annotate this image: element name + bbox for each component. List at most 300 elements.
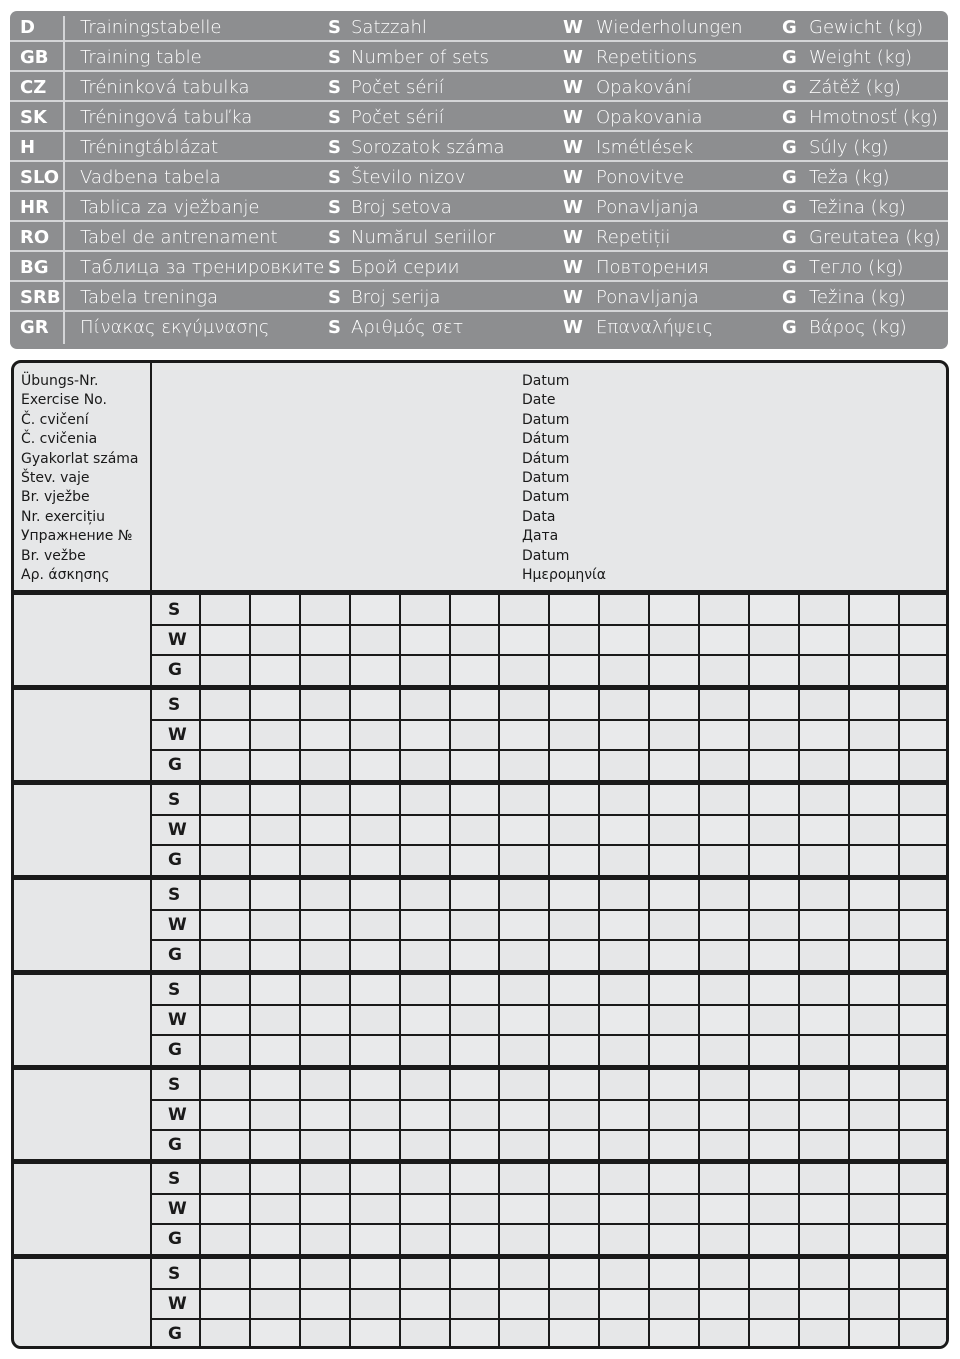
entry-cell[interactable] bbox=[849, 880, 899, 910]
entry-cell[interactable] bbox=[599, 910, 649, 940]
entry-cell[interactable] bbox=[949, 845, 950, 875]
entry-cell[interactable] bbox=[300, 1194, 350, 1224]
entry-cell[interactable] bbox=[949, 595, 950, 625]
entry-cell[interactable] bbox=[200, 1224, 250, 1254]
entry-cell[interactable] bbox=[699, 1100, 749, 1130]
entry-cell[interactable] bbox=[899, 815, 949, 845]
entry-cell[interactable] bbox=[949, 1100, 950, 1130]
entry-cell[interactable] bbox=[200, 910, 250, 940]
entry-cell[interactable] bbox=[599, 1130, 649, 1160]
entry-cell[interactable] bbox=[599, 655, 649, 685]
entry-cell[interactable] bbox=[849, 1259, 899, 1289]
entry-cell[interactable] bbox=[499, 910, 549, 940]
entry-cell[interactable] bbox=[200, 1319, 250, 1349]
entry-cell[interactable] bbox=[899, 1289, 949, 1319]
entry-cell[interactable] bbox=[799, 690, 849, 720]
entry-cell[interactable] bbox=[400, 595, 450, 625]
entry-cell[interactable] bbox=[400, 1259, 450, 1289]
entry-cell[interactable] bbox=[599, 720, 649, 750]
entry-cell[interactable] bbox=[949, 1224, 950, 1254]
entry-cell[interactable] bbox=[899, 1319, 949, 1349]
entry-cell[interactable] bbox=[350, 720, 400, 750]
entry-cell[interactable] bbox=[549, 1005, 599, 1035]
entry-cell[interactable] bbox=[499, 1194, 549, 1224]
entry-cell[interactable] bbox=[799, 1224, 849, 1254]
entry-cell[interactable] bbox=[450, 975, 500, 1005]
entry-cell[interactable] bbox=[749, 750, 799, 780]
entry-cell[interactable] bbox=[899, 785, 949, 815]
entry-cell[interactable] bbox=[350, 940, 400, 970]
entry-cell[interactable] bbox=[300, 1319, 350, 1349]
entry-cell[interactable] bbox=[400, 1070, 450, 1100]
entry-cell[interactable] bbox=[799, 1194, 849, 1224]
entry-cell[interactable] bbox=[499, 1130, 549, 1160]
entry-cell[interactable] bbox=[749, 785, 799, 815]
entry-cell[interactable] bbox=[450, 655, 500, 685]
entry-cell[interactable] bbox=[250, 655, 300, 685]
entry-cell[interactable] bbox=[350, 655, 400, 685]
entry-cell[interactable] bbox=[699, 910, 749, 940]
entry-cell[interactable] bbox=[499, 690, 549, 720]
entry-cell[interactable] bbox=[699, 595, 749, 625]
entry-cell[interactable] bbox=[749, 1130, 799, 1160]
entry-cell[interactable] bbox=[699, 750, 749, 780]
entry-cell[interactable] bbox=[799, 910, 849, 940]
entry-cell[interactable] bbox=[200, 655, 250, 685]
entry-cell[interactable] bbox=[499, 1289, 549, 1319]
entry-cell[interactable] bbox=[499, 1035, 549, 1065]
entry-cell[interactable] bbox=[849, 750, 899, 780]
entry-cell[interactable] bbox=[799, 1100, 849, 1130]
entry-cell[interactable] bbox=[649, 845, 699, 875]
entry-cell[interactable] bbox=[949, 625, 950, 655]
entry-cell[interactable] bbox=[200, 1164, 250, 1194]
entry-cell[interactable] bbox=[849, 1224, 899, 1254]
entry-cell[interactable] bbox=[450, 720, 500, 750]
entry-cell[interactable] bbox=[749, 1070, 799, 1100]
entry-cell[interactable] bbox=[549, 1289, 599, 1319]
entry-cell[interactable] bbox=[350, 845, 400, 875]
entry-cell[interactable] bbox=[799, 1070, 849, 1100]
entry-cell[interactable] bbox=[799, 655, 849, 685]
entry-cell[interactable] bbox=[899, 1100, 949, 1130]
entry-cell[interactable] bbox=[250, 845, 300, 875]
entry-cell[interactable] bbox=[649, 655, 699, 685]
entry-cell[interactable] bbox=[749, 880, 799, 910]
entry-cell[interactable] bbox=[499, 940, 549, 970]
entry-cell[interactable] bbox=[899, 595, 949, 625]
entry-cell[interactable] bbox=[400, 1194, 450, 1224]
entry-cell[interactable] bbox=[749, 940, 799, 970]
entry-cell[interactable] bbox=[350, 975, 400, 1005]
entry-cell[interactable] bbox=[749, 1259, 799, 1289]
entry-cell[interactable] bbox=[849, 595, 899, 625]
entry-cell[interactable] bbox=[450, 785, 500, 815]
entry-cell[interactable] bbox=[599, 1319, 649, 1349]
entry-cell[interactable] bbox=[200, 975, 250, 1005]
entry-cell[interactable] bbox=[849, 815, 899, 845]
entry-cell[interactable] bbox=[350, 815, 400, 845]
entry-cell[interactable] bbox=[649, 815, 699, 845]
entry-cell[interactable] bbox=[799, 1005, 849, 1035]
entry-cell[interactable] bbox=[250, 1005, 300, 1035]
entry-cell[interactable] bbox=[549, 815, 599, 845]
entry-cell[interactable] bbox=[400, 975, 450, 1005]
entry-cell[interactable] bbox=[699, 625, 749, 655]
entry-cell[interactable] bbox=[849, 690, 899, 720]
entry-cell[interactable] bbox=[899, 655, 949, 685]
entry-cell[interactable] bbox=[599, 1289, 649, 1319]
entry-cell[interactable] bbox=[400, 1005, 450, 1035]
entry-cell[interactable] bbox=[350, 750, 400, 780]
entry-cell[interactable] bbox=[649, 880, 699, 910]
entry-cell[interactable] bbox=[649, 1005, 699, 1035]
entry-cell[interactable] bbox=[250, 815, 300, 845]
entry-cell[interactable] bbox=[849, 1130, 899, 1160]
entry-cell[interactable] bbox=[749, 815, 799, 845]
entry-cell[interactable] bbox=[250, 1164, 300, 1194]
entry-cell[interactable] bbox=[450, 815, 500, 845]
entry-cell[interactable] bbox=[350, 910, 400, 940]
entry-cell[interactable] bbox=[450, 625, 500, 655]
entry-cell[interactable] bbox=[749, 720, 799, 750]
entry-cell[interactable] bbox=[899, 1259, 949, 1289]
entry-cell[interactable] bbox=[599, 1259, 649, 1289]
entry-cell[interactable] bbox=[949, 975, 950, 1005]
entry-cell[interactable] bbox=[250, 1194, 300, 1224]
entry-cell[interactable] bbox=[300, 625, 350, 655]
entry-cell[interactable] bbox=[549, 1035, 599, 1065]
entry-cell[interactable] bbox=[899, 1070, 949, 1100]
entry-cell[interactable] bbox=[799, 750, 849, 780]
entry-cell[interactable] bbox=[499, 845, 549, 875]
entry-cell[interactable] bbox=[949, 1194, 950, 1224]
entry-cell[interactable] bbox=[849, 655, 899, 685]
entry-cell[interactable] bbox=[949, 1005, 950, 1035]
entry-cell[interactable] bbox=[350, 1319, 400, 1349]
entry-cell[interactable] bbox=[599, 975, 649, 1005]
entry-cell[interactable] bbox=[649, 1319, 699, 1349]
entry-cell[interactable] bbox=[300, 1070, 350, 1100]
entry-cell[interactable] bbox=[799, 1035, 849, 1065]
entry-cell[interactable] bbox=[400, 690, 450, 720]
entry-cell[interactable] bbox=[549, 1130, 599, 1160]
entry-cell[interactable] bbox=[300, 750, 350, 780]
entry-cell[interactable] bbox=[899, 1005, 949, 1035]
entry-cell[interactable] bbox=[549, 625, 599, 655]
entry-cell[interactable] bbox=[250, 1224, 300, 1254]
entry-cell[interactable] bbox=[599, 595, 649, 625]
entry-cell[interactable] bbox=[649, 785, 699, 815]
entry-cell[interactable] bbox=[250, 720, 300, 750]
entry-cell[interactable] bbox=[450, 1100, 500, 1130]
entry-cell[interactable] bbox=[300, 1130, 350, 1160]
entry-cell[interactable] bbox=[749, 1194, 799, 1224]
entry-cell[interactable] bbox=[200, 940, 250, 970]
entry-cell[interactable] bbox=[450, 1319, 500, 1349]
entry-cell[interactable] bbox=[350, 880, 400, 910]
entry-cell[interactable] bbox=[250, 1070, 300, 1100]
entry-cell[interactable] bbox=[749, 1319, 799, 1349]
entry-cell[interactable] bbox=[250, 940, 300, 970]
entry-cell[interactable] bbox=[549, 910, 599, 940]
entry-cell[interactable] bbox=[749, 1100, 799, 1130]
entry-cell[interactable] bbox=[949, 1130, 950, 1160]
entry-cell[interactable] bbox=[799, 975, 849, 1005]
entry-cell[interactable] bbox=[849, 975, 899, 1005]
entry-cell[interactable] bbox=[699, 1130, 749, 1160]
entry-cell[interactable] bbox=[200, 1259, 250, 1289]
entry-cell[interactable] bbox=[300, 595, 350, 625]
entry-cell[interactable] bbox=[949, 1035, 950, 1065]
entry-cell[interactable] bbox=[250, 1100, 300, 1130]
entry-cell[interactable] bbox=[400, 750, 450, 780]
entry-cell[interactable] bbox=[400, 1289, 450, 1319]
entry-cell[interactable] bbox=[749, 1289, 799, 1319]
entry-cell[interactable] bbox=[749, 910, 799, 940]
entry-cell[interactable] bbox=[499, 1224, 549, 1254]
entry-cell[interactable] bbox=[200, 785, 250, 815]
entry-cell[interactable] bbox=[549, 1070, 599, 1100]
entry-cell[interactable] bbox=[300, 1100, 350, 1130]
entry-cell[interactable] bbox=[799, 720, 849, 750]
entry-cell[interactable] bbox=[549, 975, 599, 1005]
entry-cell[interactable] bbox=[649, 1164, 699, 1194]
entry-cell[interactable] bbox=[300, 785, 350, 815]
entry-cell[interactable] bbox=[499, 975, 549, 1005]
entry-cell[interactable] bbox=[499, 815, 549, 845]
entry-cell[interactable] bbox=[400, 1130, 450, 1160]
entry-cell[interactable] bbox=[400, 625, 450, 655]
exercise-number-cell[interactable] bbox=[16, 1070, 150, 1160]
entry-cell[interactable] bbox=[849, 910, 899, 940]
entry-cell[interactable] bbox=[599, 1164, 649, 1194]
entry-cell[interactable] bbox=[699, 940, 749, 970]
entry-cell[interactable] bbox=[899, 845, 949, 875]
entry-cell[interactable] bbox=[499, 1100, 549, 1130]
entry-cell[interactable] bbox=[350, 785, 400, 815]
entry-cell[interactable] bbox=[350, 1224, 400, 1254]
entry-cell[interactable] bbox=[699, 1319, 749, 1349]
exercise-number-cell[interactable] bbox=[16, 1164, 150, 1254]
entry-cell[interactable] bbox=[499, 1164, 549, 1194]
entry-cell[interactable] bbox=[499, 1070, 549, 1100]
entry-cell[interactable] bbox=[899, 690, 949, 720]
entry-cell[interactable] bbox=[849, 1319, 899, 1349]
entry-cell[interactable] bbox=[400, 1100, 450, 1130]
entry-cell[interactable] bbox=[749, 690, 799, 720]
entry-cell[interactable] bbox=[450, 595, 500, 625]
entry-cell[interactable] bbox=[649, 1130, 699, 1160]
entry-cell[interactable] bbox=[300, 815, 350, 845]
entry-cell[interactable] bbox=[350, 1259, 400, 1289]
entry-cell[interactable] bbox=[450, 845, 500, 875]
entry-cell[interactable] bbox=[699, 720, 749, 750]
entry-cell[interactable] bbox=[699, 1164, 749, 1194]
entry-cell[interactable] bbox=[749, 975, 799, 1005]
entry-cell[interactable] bbox=[499, 1319, 549, 1349]
entry-cell[interactable] bbox=[649, 1224, 699, 1254]
entry-cell[interactable] bbox=[749, 1005, 799, 1035]
entry-cell[interactable] bbox=[749, 625, 799, 655]
entry-cell[interactable] bbox=[599, 690, 649, 720]
entry-cell[interactable] bbox=[450, 1224, 500, 1254]
entry-cell[interactable] bbox=[350, 1130, 400, 1160]
entry-cell[interactable] bbox=[799, 880, 849, 910]
entry-cell[interactable] bbox=[699, 1005, 749, 1035]
entry-cell[interactable] bbox=[300, 880, 350, 910]
entry-cell[interactable] bbox=[899, 1194, 949, 1224]
entry-cell[interactable] bbox=[749, 1224, 799, 1254]
entry-cell[interactable] bbox=[250, 690, 300, 720]
entry-cell[interactable] bbox=[250, 1259, 300, 1289]
entry-cell[interactable] bbox=[599, 1035, 649, 1065]
entry-cell[interactable] bbox=[949, 940, 950, 970]
entry-cell[interactable] bbox=[350, 1100, 400, 1130]
entry-cell[interactable] bbox=[200, 750, 250, 780]
entry-cell[interactable] bbox=[699, 845, 749, 875]
entry-cell[interactable] bbox=[799, 1130, 849, 1160]
entry-cell[interactable] bbox=[949, 785, 950, 815]
entry-cell[interactable] bbox=[200, 1070, 250, 1100]
entry-cell[interactable] bbox=[400, 815, 450, 845]
entry-cell[interactable] bbox=[400, 1035, 450, 1065]
entry-cell[interactable] bbox=[549, 845, 599, 875]
entry-cell[interactable] bbox=[599, 1224, 649, 1254]
entry-cell[interactable] bbox=[749, 1164, 799, 1194]
entry-cell[interactable] bbox=[799, 815, 849, 845]
entry-cell[interactable] bbox=[849, 720, 899, 750]
entry-cell[interactable] bbox=[899, 750, 949, 780]
entry-cell[interactable] bbox=[599, 845, 649, 875]
entry-cell[interactable] bbox=[400, 880, 450, 910]
entry-cell[interactable] bbox=[549, 940, 599, 970]
entry-cell[interactable] bbox=[599, 880, 649, 910]
entry-cell[interactable] bbox=[300, 1035, 350, 1065]
entry-cell[interactable] bbox=[949, 1259, 950, 1289]
entry-cell[interactable] bbox=[450, 1289, 500, 1319]
entry-cell[interactable] bbox=[649, 1100, 699, 1130]
entry-cell[interactable] bbox=[200, 720, 250, 750]
entry-cell[interactable] bbox=[799, 785, 849, 815]
entry-cell[interactable] bbox=[549, 595, 599, 625]
entry-cell[interactable] bbox=[599, 815, 649, 845]
entry-cell[interactable] bbox=[899, 720, 949, 750]
entry-cell[interactable] bbox=[699, 1259, 749, 1289]
entry-cell[interactable] bbox=[450, 940, 500, 970]
entry-cell[interactable] bbox=[250, 1319, 300, 1349]
entry-cell[interactable] bbox=[699, 1224, 749, 1254]
entry-cell[interactable] bbox=[450, 1130, 500, 1160]
entry-cell[interactable] bbox=[949, 720, 950, 750]
entry-cell[interactable] bbox=[350, 1194, 400, 1224]
entry-cell[interactable] bbox=[450, 880, 500, 910]
entry-cell[interactable] bbox=[200, 845, 250, 875]
exercise-number-cell[interactable] bbox=[16, 595, 150, 685]
entry-cell[interactable] bbox=[549, 720, 599, 750]
entry-cell[interactable] bbox=[549, 1319, 599, 1349]
entry-cell[interactable] bbox=[849, 1005, 899, 1035]
entry-cell[interactable] bbox=[599, 1005, 649, 1035]
entry-cell[interactable] bbox=[300, 655, 350, 685]
entry-cell[interactable] bbox=[499, 785, 549, 815]
entry-cell[interactable] bbox=[300, 1164, 350, 1194]
entry-cell[interactable] bbox=[350, 1070, 400, 1100]
entry-cell[interactable] bbox=[699, 690, 749, 720]
entry-cell[interactable] bbox=[250, 910, 300, 940]
entry-cell[interactable] bbox=[450, 750, 500, 780]
entry-cell[interactable] bbox=[200, 880, 250, 910]
entry-cell[interactable] bbox=[949, 880, 950, 910]
entry-cell[interactable] bbox=[599, 785, 649, 815]
entry-cell[interactable] bbox=[200, 595, 250, 625]
entry-cell[interactable] bbox=[300, 975, 350, 1005]
entry-cell[interactable] bbox=[450, 690, 500, 720]
entry-cell[interactable] bbox=[899, 1224, 949, 1254]
entry-cell[interactable] bbox=[799, 1259, 849, 1289]
entry-cell[interactable] bbox=[350, 1289, 400, 1319]
entry-cell[interactable] bbox=[799, 940, 849, 970]
entry-cell[interactable] bbox=[799, 1164, 849, 1194]
entry-cell[interactable] bbox=[599, 1194, 649, 1224]
entry-cell[interactable] bbox=[400, 785, 450, 815]
entry-cell[interactable] bbox=[799, 1289, 849, 1319]
entry-cell[interactable] bbox=[749, 1035, 799, 1065]
entry-cell[interactable] bbox=[350, 625, 400, 655]
entry-cell[interactable] bbox=[749, 845, 799, 875]
entry-cell[interactable] bbox=[949, 690, 950, 720]
entry-cell[interactable] bbox=[300, 1289, 350, 1319]
entry-cell[interactable] bbox=[450, 1005, 500, 1035]
exercise-number-cell[interactable] bbox=[16, 690, 150, 780]
entry-cell[interactable] bbox=[649, 1194, 699, 1224]
entry-cell[interactable] bbox=[499, 750, 549, 780]
entry-cell[interactable] bbox=[899, 1130, 949, 1160]
entry-cell[interactable] bbox=[899, 910, 949, 940]
entry-cell[interactable] bbox=[350, 595, 400, 625]
entry-cell[interactable] bbox=[649, 595, 699, 625]
entry-cell[interactable] bbox=[549, 880, 599, 910]
entry-cell[interactable] bbox=[549, 1259, 599, 1289]
entry-cell[interactable] bbox=[849, 845, 899, 875]
entry-cell[interactable] bbox=[200, 815, 250, 845]
entry-cell[interactable] bbox=[549, 690, 599, 720]
entry-cell[interactable] bbox=[350, 1164, 400, 1194]
entry-cell[interactable] bbox=[549, 750, 599, 780]
entry-cell[interactable] bbox=[799, 625, 849, 655]
entry-cell[interactable] bbox=[949, 910, 950, 940]
entry-cell[interactable] bbox=[300, 720, 350, 750]
entry-cell[interactable] bbox=[200, 625, 250, 655]
entry-cell[interactable] bbox=[549, 1164, 599, 1194]
entry-cell[interactable] bbox=[949, 1164, 950, 1194]
entry-cell[interactable] bbox=[400, 1164, 450, 1194]
entry-cell[interactable] bbox=[949, 655, 950, 685]
entry-cell[interactable] bbox=[849, 1035, 899, 1065]
entry-cell[interactable] bbox=[499, 1005, 549, 1035]
entry-cell[interactable] bbox=[549, 785, 599, 815]
entry-cell[interactable] bbox=[799, 845, 849, 875]
entry-cell[interactable] bbox=[499, 655, 549, 685]
entry-cell[interactable] bbox=[300, 690, 350, 720]
entry-cell[interactable] bbox=[649, 1035, 699, 1065]
entry-cell[interactable] bbox=[699, 1035, 749, 1065]
entry-cell[interactable] bbox=[649, 1259, 699, 1289]
exercise-number-cell[interactable] bbox=[16, 880, 150, 970]
entry-cell[interactable] bbox=[849, 1100, 899, 1130]
entry-cell[interactable] bbox=[250, 785, 300, 815]
entry-cell[interactable] bbox=[949, 1319, 950, 1349]
